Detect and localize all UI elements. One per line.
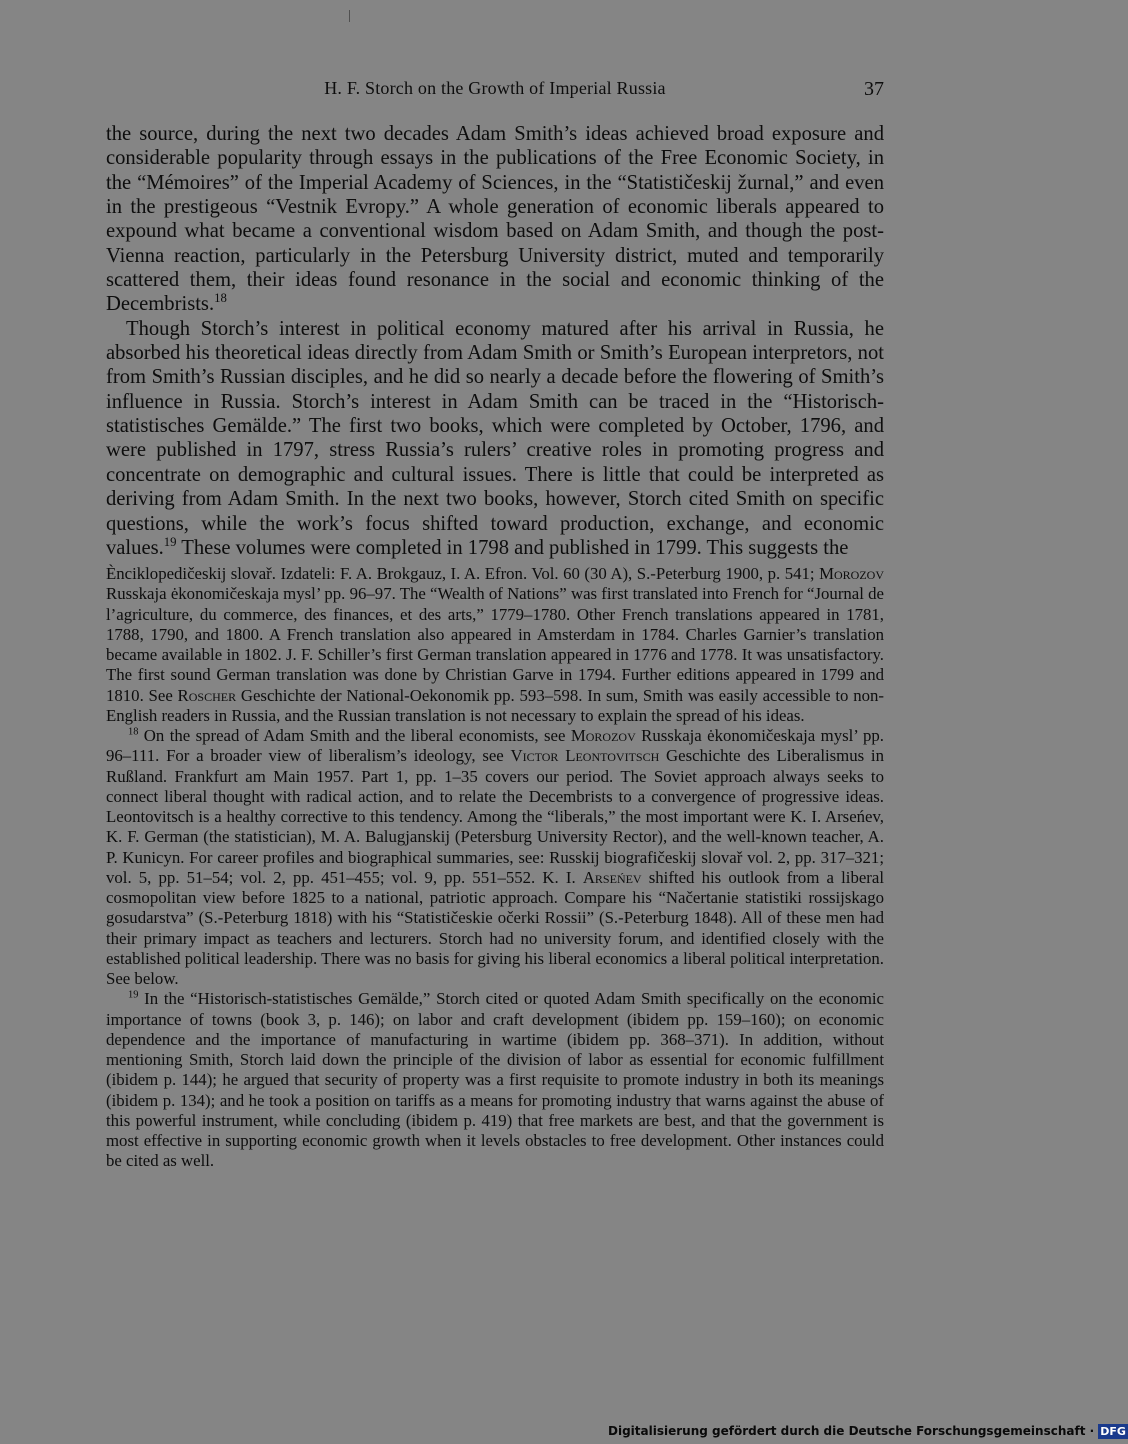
dfg-logo: DFG (1100, 1425, 1126, 1438)
digitization-credit (608, 1424, 1128, 1442)
footnote-text: Ènciklopedičeskij slovař. Izdateli: F. A. Brokgauz, I. A. Efron. Vol. 60 (30 A), S.-Peterburg 1900, p. 541; (106, 564, 820, 583)
credit-text: Digitalisierung gefördert durch die Deutsche Forschungsgemeinschaft · (608, 1424, 1095, 1438)
paragraph-2 (106, 317, 884, 560)
footnote-ref-18: 18 (214, 291, 227, 306)
footnote-text: shifted his outlook from a liberal cosmopolitan view before 1825 to a national, patriotic approach. Compare his “Načertanie statistiki rossijskago gosudarstva” (S.-Peterburg 1818) with his “Statističeskie očerki Rossii” (S.-Peterburg 1848). All of these men had their primary impact as teachers and lecturers. Storch had no university forum, and identified closely with the established political leadership. There was no basis for giving his liberal economics a liberal political interpretation. See below. (106, 867, 884, 988)
footnote-19 (106, 989, 884, 1171)
footnotes (106, 564, 884, 1172)
page-number: 37 (864, 78, 884, 100)
main-text (106, 122, 884, 560)
author-name: Victor Leontovitsch (510, 746, 660, 766)
running-header (106, 78, 884, 104)
footnote-number: 18 (128, 726, 139, 738)
footnote-ref-19: 19 (163, 534, 177, 549)
paragraph-2-text-a: Though Storch’s interest in political economy matured after his arrival in Russia, he absorbed his theoretical ideas directly from Adam Smith or Smith’s European interpretors, not from Smith’s Russian disciples, and he did so nearly a decade before the flowering of Smith’s influence in Russia. Storch’s interest in Adam Smith can be traced in the “Historisch-statistisches Gemälde.” The first two books, which were completed by October, 1796, and were published in 1797, stress Russia’s rulers’ creative roles in promoting progress and concentrate on demographic and cultural issues. There is little that could be interpreted as deriving from Adam Smith. In the next two books, however, Storch cited Smith on specific questions, while the work’s focus shifted toward production, exchange, and economic values. (106, 317, 884, 559)
paragraph-2-text-b: These volumes were completed in 1798 and published in 1799. This suggests the (176, 536, 849, 559)
running-title: H. F. Storch on the Growth of Imperial Russia (324, 78, 666, 98)
footnote-text: Russkaja ėkonomičeskaja mysl’ pp. 96–111. For a broader view of liberalism’s ideology, see (106, 726, 884, 766)
paragraph-1-text: the source, during the next two decades Adam Smith’s ideas achieved broad exposure and considerable popularity through essays in the publications of the Free Economic Society, in the “Mémoires” of the Imperial Academy of Sciences, in the “Statističeskij žurnal,” and even in the prestigeous “Vestnik Evropy.” A whole generation of economic liberals appeared to expound what became a conventional wisdom based on Adam Smith, and though the post-Vienna reaction, particularly in the Petersburg University district, muted and temporarily scattered them, their ideas found resonance in the social and economic thinking of the Decembrists. (106, 123, 884, 316)
footnote-text: Russkaja ėkonomičeskaja mysl’ pp. 96–97. The “Wealth of Nations” was first translated into French for “Journal de l’agriculture, du commerce, des finances, et des arts,” 1779–1780. Other French translations appeared in 1781, 1788, 1790, and 1800. A French translation also appeared in Amsterdam in 1784. Charles Garnier’s translation became available in 1802. J. F. Schiller’s first German translation appeared in 1776 and 1778. It was unsatisfactory. The first sound German translation was done by Christian Garve in 1794. Further editions appeared in 1799 and 1810. See (106, 584, 884, 705)
paragraph-1 (106, 122, 884, 317)
footnote-17-continuation (106, 564, 884, 726)
scan-mark (349, 10, 350, 22)
footnote-text: Geschichte des Liberalismus in Rußland. Frankfurt am Main 1957. Part 1, pp. 1–35 covers our period. The Soviet approach always seeks to connect liberal thought with radical action, and to relate the Decembrists to a convergence of progressive ideas. Leontovitsch is a healthy corrective to this tendency. Among the “liberals,” the most important were K. I. Arseńev, K. F. German (the statistician), M. A. Balugjanskij (Petersburg University Rector), and the well-known teacher, A. P. Kunicyn. For career profiles and biographical summaries, see: Russkij biografičeskij slovař vol. 2, pp. 317–321; vol. 5, pp. 51–54; vol. 2, pp. 451–455; vol. 9, pp. 551–552. K. I. (106, 746, 884, 887)
footnote-text: Geschichte der National-Oekonomik pp. 593–598. In sum, Smith was easily accessible to non-English readers in Russia, and the Russian translation is not necessary to explain the spread of his ideas. (106, 685, 884, 725)
footnote-text: In the “Historisch-statistisches Gemälde,” Storch cited or quoted Adam Smith specifically on the economic importance of towns (book 3, p. 146); on labor and craft development (ibidem pp. 159–160); on economic dependence and the importance of manufacturing in wartime (ibidem pp. 368–371). In addition, without mentioning Smith, Storch laid down the principle of the division of labor as essential for economic fulfillment (ibidem p. 144); he argued that security of property was a first requisite to promote industry in both its meanings (ibidem p. 134); and he took a position on tariffs as a means for promoting industry that warns against the abuse of this powerful instrument, while concluding (ibidem p. 419) that free markets are best, and that the government is most effective in supporting economic growth when it levels obstacles to free development. Other instances could be cited as well. (106, 989, 884, 1171)
author-name: Morozov (570, 726, 636, 745)
footnote-number: 19 (128, 989, 139, 1001)
author-name: Morozov (819, 564, 884, 583)
author-name: Roscher (177, 685, 237, 705)
footnote-text: On the spread of Adam Smith and the liberal economists, see (138, 726, 571, 745)
author-name: Arseńev (582, 867, 642, 887)
footnote-18 (106, 726, 884, 989)
